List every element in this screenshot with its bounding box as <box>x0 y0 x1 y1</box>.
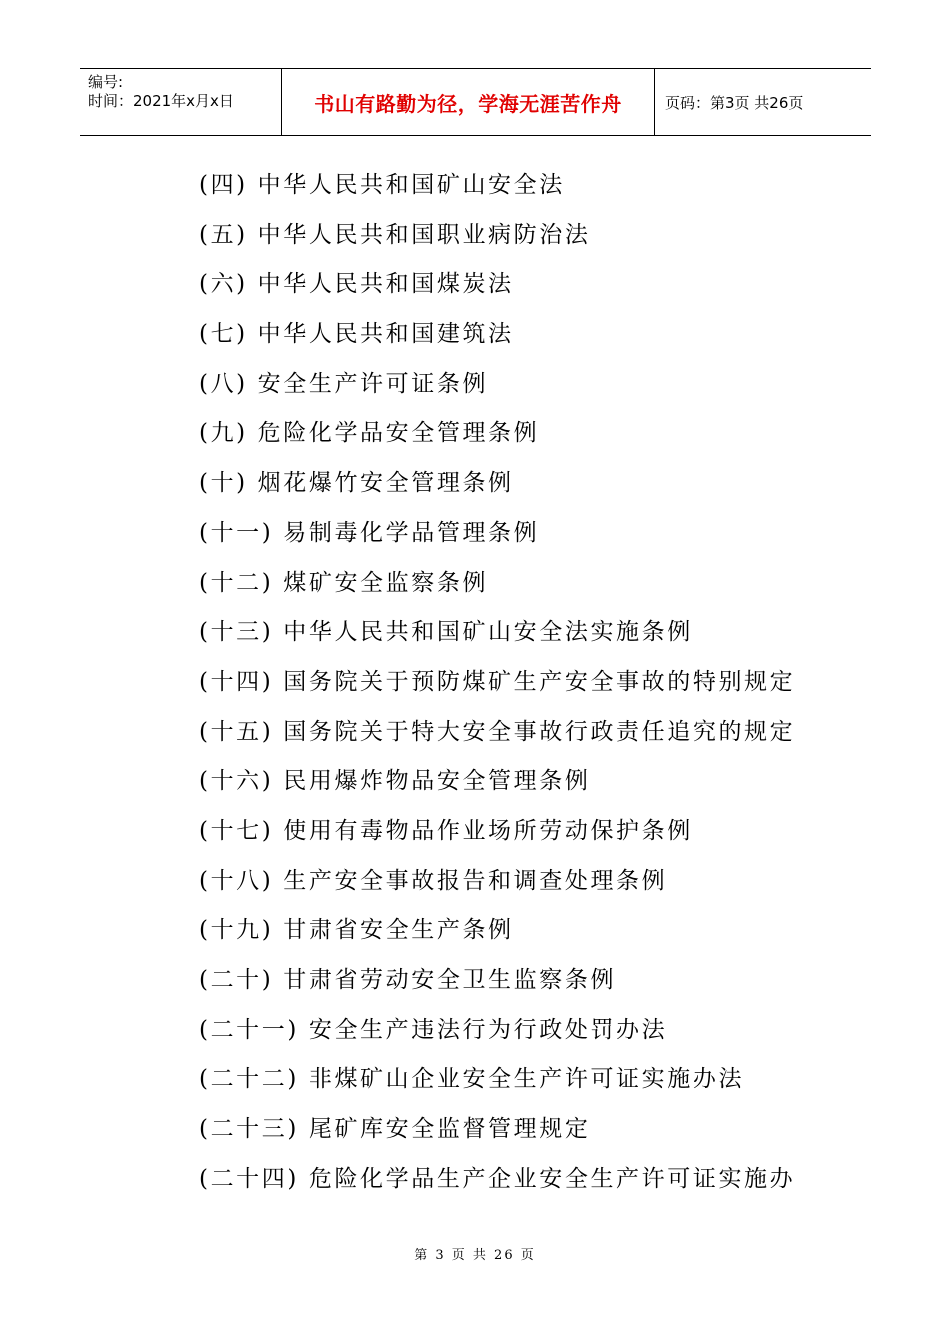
list-item: (十二) 煤矿安全监察条例 <box>199 569 489 596</box>
list-item: (二十三) 尾矿库安全监督管理规定 <box>199 1116 591 1143</box>
page-footer: 第 3 页 共 26 页 <box>414 1248 536 1263</box>
list-item: (十七) 使用有毒物品作业场所劳动保护条例 <box>199 817 693 844</box>
list-item: (十四) 国务院关于预防煤矿生产安全事故的特别规定 <box>199 668 796 695</box>
list-item: (六) 中华人民共和国煤炭法 <box>199 271 514 298</box>
list-item: (十) 烟花爆竹安全管理条例 <box>199 470 514 497</box>
list-item: (二十四) 危险化学品生产企业安全生产许可证实施办 <box>199 1165 796 1192</box>
list-item: (十三) 中华人民共和国矿山安全法实施条例 <box>199 619 693 646</box>
list-item: (二十) 甘肃省劳动安全卫生监察条例 <box>199 967 617 993</box>
list-item: (八) 安全生产许可证条例 <box>199 370 489 397</box>
list-item: (十九) 甘肃省安全生产条例 <box>199 917 514 944</box>
page-header <box>80 68 871 136</box>
list-item: (九) 危险化学品安全管理条例 <box>199 420 540 447</box>
list-item: (五) 中华人民共和国职业病防治法 <box>199 221 591 248</box>
list-item: (四) 中华人民共和国矿山安全法 <box>199 172 565 198</box>
list-item: (十八) 生产安全事故报告和调查处理条例 <box>199 867 668 894</box>
header-motto-cell <box>282 69 655 135</box>
document-time: 时间：2021年x月x日 <box>88 92 234 110</box>
list-item: (二十一) 安全生产违法行为行政处罚办法 <box>199 1016 668 1043</box>
header-page-info: 页码：第3页 共26页 <box>665 93 804 112</box>
header-motto: 书山有路勤为径，学海无涯苦作舟 <box>314 91 622 116</box>
list-item: (二十二) 非煤矿山企业安全生产许可证实施办法 <box>199 1066 745 1093</box>
regulation-list <box>199 163 795 1206</box>
header-page-info-cell <box>655 69 871 135</box>
document-number-label: 编号: <box>88 73 124 91</box>
header-meta <box>80 69 282 135</box>
list-item: (十一) 易制毒化学品管理条例 <box>199 519 540 546</box>
list-item: (十六) 民用爆炸物品安全管理条例 <box>199 768 591 795</box>
list-item: (七) 中华人民共和国建筑法 <box>199 321 514 348</box>
list-item: (十五) 国务院关于特大安全事故行政责任追究的规定 <box>199 718 796 745</box>
